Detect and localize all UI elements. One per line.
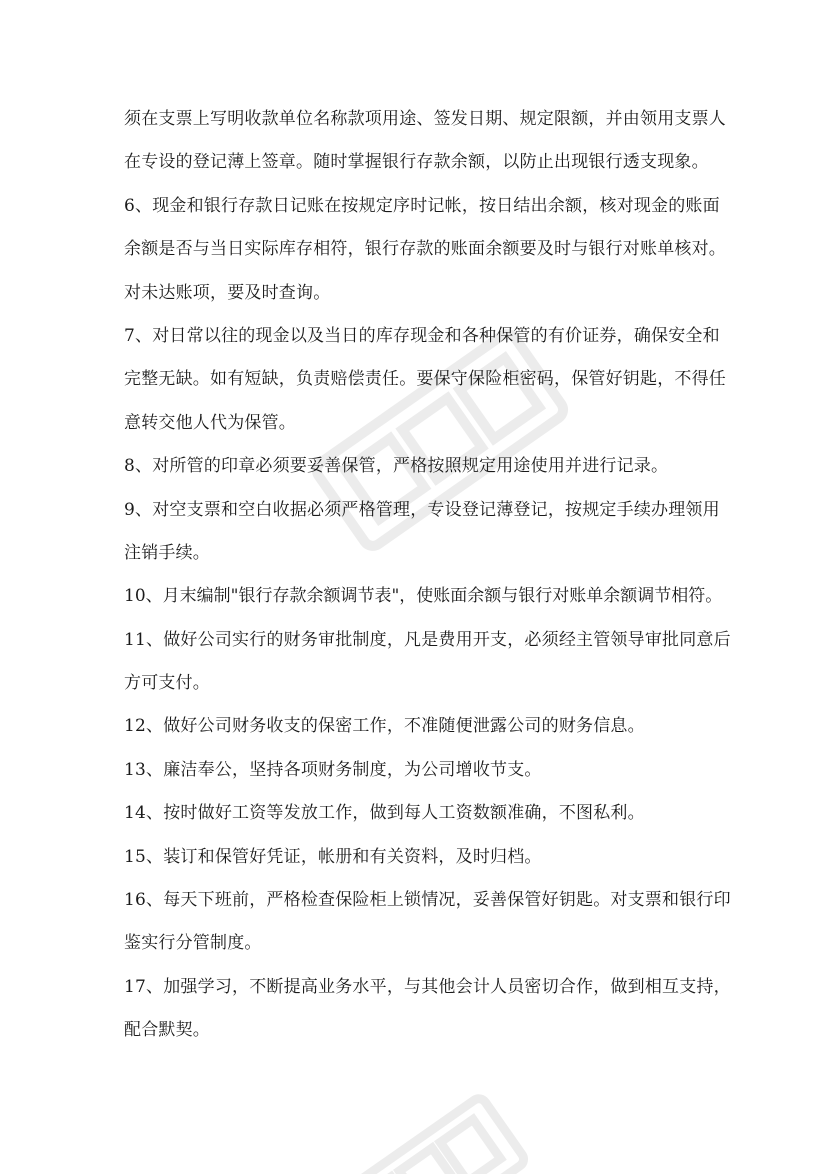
text-line: 12、做好公司财务收支的保密工作，不准随便泄露公司的财务信息。 xyxy=(124,716,645,737)
text-line: 16、每天下班前，严格检查保险柜上锁情况，妥善保管好钥匙。对支票和银行印 xyxy=(124,890,731,911)
text-line: 6、现金和银行存款日记账在按规定序时记帐，按日结出余额，核对现金的账面 xyxy=(124,195,720,216)
text-line: 意转交他人代为保管。 xyxy=(124,412,296,433)
text-line: 13、廉洁奉公，坚持各项财务制度，为公司增收节支。 xyxy=(124,759,542,780)
text-line: 对未达账项，要及时查询。 xyxy=(124,282,331,303)
text-line: 注销手续。 xyxy=(124,542,210,563)
text-line: 7、对日常以往的现金以及当日的库存现金和各种保管的有价证券，确保安全和 xyxy=(124,325,720,346)
text-line: 方可支付。 xyxy=(124,673,210,694)
text-line: 9、对空支票和空白收据必须严格管理，专设登记薄登记，按规定手续办理领用 xyxy=(124,499,720,520)
text-line: 11、做好公司实行的财务审批制度，凡是费用开支，必须经主管领导审批同意后 xyxy=(124,629,731,650)
text-line: 完整无缺。如有短缺，负责赔偿责任。要保守保险柜密码，保管好钥匙，不得任 xyxy=(124,369,726,390)
text-line: 15、装订和保管好凭证，帐册和有关资料，及时归档。 xyxy=(124,846,542,867)
document-body xyxy=(124,98,731,1053)
watermark-stamp-icon xyxy=(330,1080,530,1174)
text-line: 余额是否与当日实际库存相符，银行存款的账面余额要及时与银行对账单核对。 xyxy=(124,239,726,260)
text-line: 8、对所管的印章必须要妥善保管，严格按照规定用途使用并进行记录。 xyxy=(124,456,669,477)
text-line: 10、月末编制"银行存款余额调节表"，使账面余额与银行对账单余额调节相符。 xyxy=(124,586,723,607)
text-line: 14、按时做好工资等发放工作，做到每人工资数额准确，不图私利。 xyxy=(124,803,645,824)
text-line: 须在支票上写明收款单位名称款项用途、签发日期、规定限额，并由领用支票人 xyxy=(124,109,726,129)
text-line: 鉴实行分管制度。 xyxy=(124,933,262,954)
text-line: 配合默契。 xyxy=(124,1020,210,1041)
text-line: 17、加强学习，不断提高业务水平，与其他会计人员密切合作，做到相互支持， xyxy=(124,976,731,997)
text-line: 在专设的登记薄上签章。随时掌握银行存款余额，以防止出现银行透支现象。 xyxy=(124,152,709,173)
